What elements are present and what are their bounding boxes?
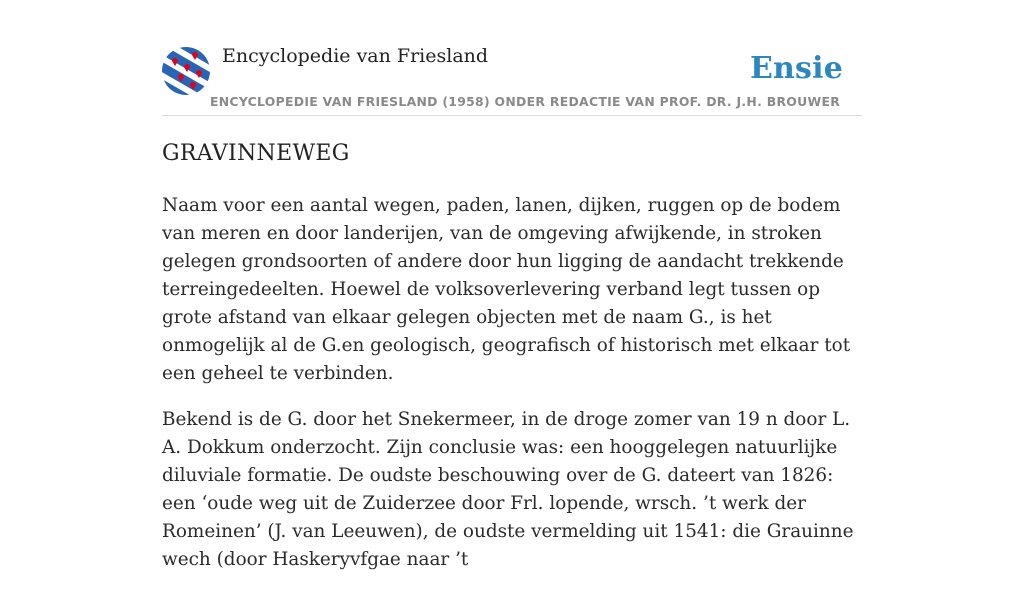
- article-body: [162, 192, 862, 592]
- brand-logo[interactable]: Ensie: [749, 51, 843, 86]
- page: [162, 0, 862, 570]
- header-divider: [162, 115, 862, 116]
- article-paragraph: Bekend is de G. door het Snekermeer, in de droge zomer van 19 n door L. A. Dokkum onderzocht. Zijn conclusie was: een hooggelegen natuurlijke diluviale formatie. De oudste beschouwing over de G. dateert van 1826: een ‘oude weg uit de Zuiderzee door Frl. lopende, wrsch. ’t werk der Romeinen’ (J. van Leeuwen), de oudste vermelding uit 1541: die Grauinne wech (door Haskeryvfgae naar ’t: [162, 409, 854, 570]
- article-paragraph: Naam voor een aantal wegen, paden, lanen, dijken, ruggen op de bodem van meren en door landerijen, van de omgeving afwijkende, in stroken gelegen grondsoorten of andere door hun ligging de aandacht trekkende terreingedeelten. Hoewel de volksoverlevering verband legt tussen op grote afstand van elkaar gelegen objecten met de naam G., is het onmogelijk al de G.en geologisch, geografisch of historisch met elkaar tot een geheel te verbinden.: [162, 195, 851, 384]
- article-title: GRAVINNEWEG: [162, 141, 350, 166]
- encyclopedia-subtitle: ENCYCLOPEDIE VAN FRIESLAND (1958) ONDER REDACTIE VAN PROF. DR. J.H. BROUWER: [210, 94, 841, 109]
- site-title[interactable]: Encyclopedie van Friesland: [222, 45, 489, 67]
- frisian-flag-icon[interactable]: [162, 47, 210, 95]
